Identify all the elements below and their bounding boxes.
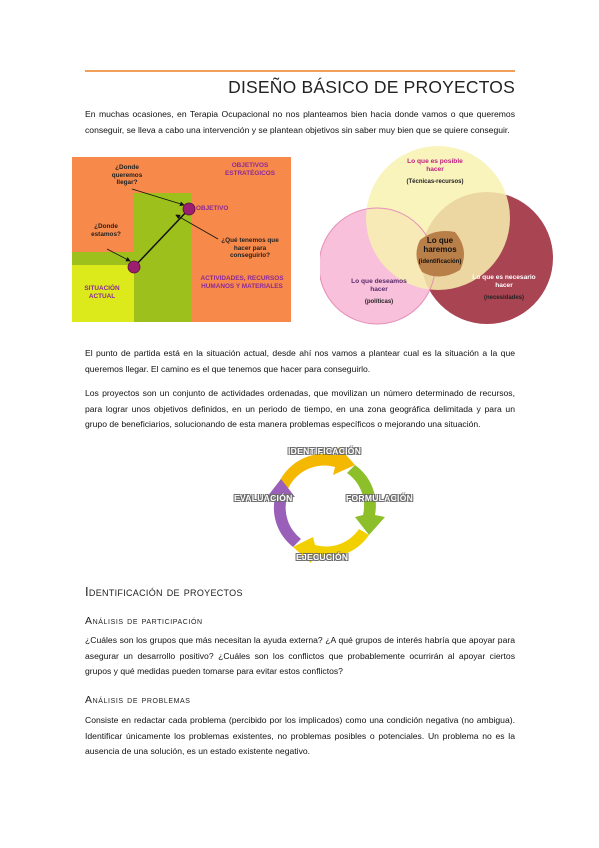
page-title: DISEÑO BÁSICO DE PROYECTOS	[228, 77, 515, 97]
projects-paragraph: Los proyectos son un conjunto de actividades ordenadas, que movilizan un número determinado de recursos, para lograr unos objetivos definidos, en un periodo de tiempo, en una zona geográfica delimitada y para un grupo de beneficiarios, solucionando de esta manera problemas específicos o mejorando una situación.	[85, 388, 515, 429]
venn-diagram	[320, 140, 560, 330]
project-cycle-diagram	[230, 440, 420, 570]
header-rule	[85, 70, 515, 72]
cycle-arrows	[230, 440, 420, 570]
strategic-objectives-label: OBJETIVOS ESTRATÉGICOS	[225, 162, 275, 177]
venn-center-sub: (identificación)	[418, 259, 462, 265]
intro-paragraph: En muchas ocasiones, en Terapia Ocupacional no nos planteamos bien hacia donde vamos o que queremos conseguir, se lleva a cabo una intervención y se plantean objetivos sin saber muy bien que se quiere conseguir.	[85, 109, 515, 135]
venn-possible-sub: (Técnicas-recursos)	[406, 179, 464, 185]
what-to-do-label: ¿Qué tenemos que hacer para conseguirlo?	[221, 237, 279, 259]
where-to-label: ¿Donde queremos llegar?	[111, 164, 143, 186]
cycle-execution: EJECUCIÓN	[296, 552, 349, 562]
participation-heading: Análisis de participación	[85, 615, 203, 627]
start-paragraph: El punto de partida está en la situación actual, desde ahí nos vamos a plantear cual es la situación a la que queremos llegar. El camino es el que tenemos que hacer para conseguirlo.	[85, 348, 515, 374]
venn-necessary-sub: (necesidades)	[483, 295, 525, 301]
cycle-formulation: FORMULACIÓN	[346, 493, 414, 503]
problems-paragraph: Consiste en redactar cada problema (percibido por los implicados) como una condición negativa (no ambigua). Identificar únicamente los problemas existentes, no problemas posibles o potenciales. Un problema no es la ausencia de una solución, es un estado existente negativo.	[85, 715, 515, 756]
cycle-evaluation: EVALUACIÓN	[234, 493, 293, 503]
section-identification-heading: Identificación de proyectos	[85, 584, 243, 599]
problems-heading: Análisis de problemas	[85, 694, 191, 706]
objective-label: OBJETIVO	[196, 205, 229, 212]
cycle-identification: IDENTIFICACIÓN	[288, 446, 362, 456]
current-situation-label: SITUACIÓN ACTUAL	[84, 285, 120, 300]
venn-desired-sub: (políticas)	[364, 299, 394, 305]
venn-possible: Lo que es posible hacer	[407, 158, 463, 173]
participation-paragraph: ¿Cuáles son los grupos que más necesitan la ayuda externa? ¿A qué grupos de interés habría que apoyar para asegurar un desarrollo positivo? ¿Cuáles son los conflictos que probablemente ocurrirán al apoyar ciertos grupos y qué medidas pueden tomarse para evitar estos conflictos?	[85, 635, 515, 676]
where-now-label: ¿Donde estamos?	[91, 223, 121, 238]
objective-diagram	[72, 157, 291, 322]
activities-label: ACTIVIDADES, RECURSOS HUMANOS Y MATERIALES	[200, 275, 284, 290]
venn-center: Lo que haremos	[423, 236, 457, 254]
venn-desired: Lo que deseamos hacer	[351, 278, 407, 293]
venn-necessary: Lo que es necesario hacer	[472, 274, 536, 289]
